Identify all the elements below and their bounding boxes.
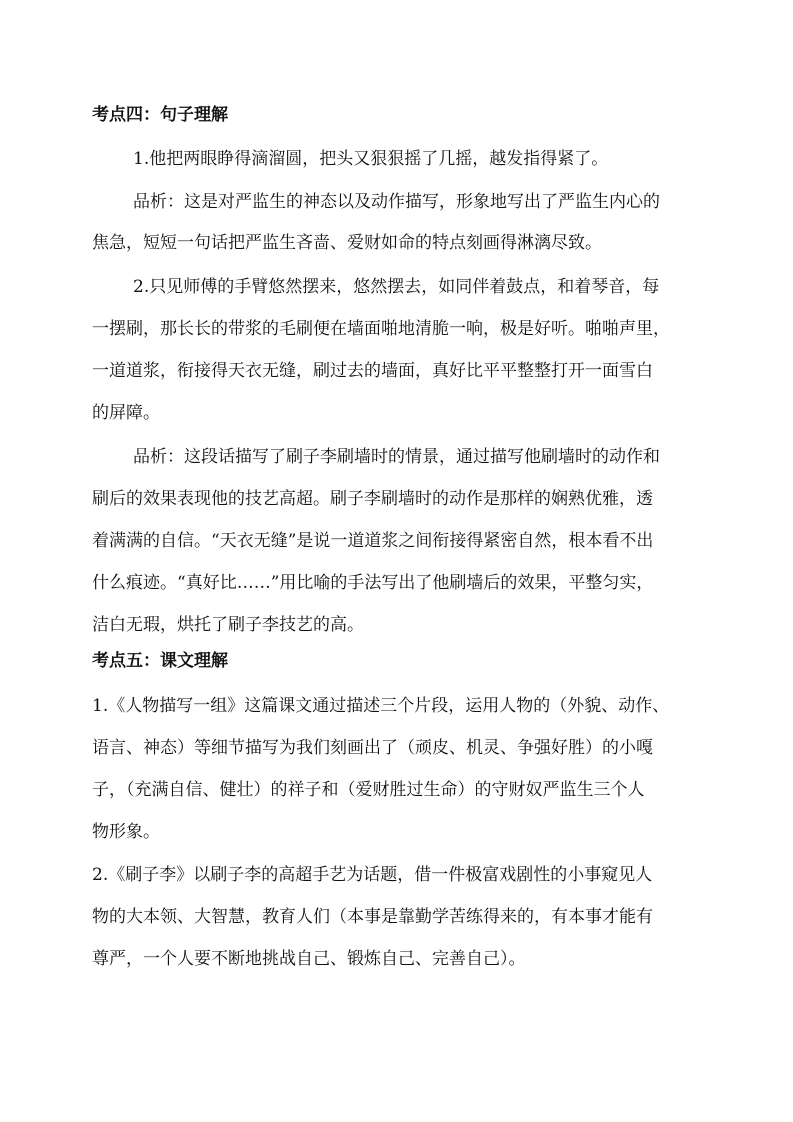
point-2-line: 尊严，一个人要不断地挑战自己、锻炼自己、完善自己）。 [92, 949, 526, 969]
point-2-line: 2.《刷子李》以刷子李的高超手艺为话题，借一件极富戏剧性的小事窥见人 [92, 865, 653, 885]
sentence-2-line: 2.只见师傅的手臂悠然摆来，悠然摆去，如同伴着鼓点，和着琴音，每 [133, 277, 660, 297]
sentence-2-line: 的屏障。 [92, 403, 160, 423]
point-1-line: 语言、神态）等细节描写为我们刻画出了（顽皮、机灵、争强好胜）的小嘎 [92, 738, 653, 758]
section-heading-text-understanding: 考点五：课文理解 [92, 651, 228, 671]
analysis-2-line: 品析：这段话描写了刷子李刷墙时的情景，通过描写他刷墙时的动作和 [133, 447, 660, 467]
analysis-2-line: 什么痕迹。“真好比……”用比喻的手法写出了他刷墙后的效果，平整匀实， [92, 573, 654, 593]
analysis-1-line: 品析：这是对严监生的神态以及动作描写，形象地写出了严监生内心的 [133, 192, 660, 212]
analysis-2-line: 刷后的效果表现他的技艺高超。刷子李刷墙时的动作是那样的娴熟优雅，透 [92, 489, 653, 509]
sentence-2-line: 一道道浆，衔接得天衣无缝，刷过去的墙面，真好比平平整整打开一面雪白 [92, 361, 653, 381]
analysis-1-line: 焦急，短短一句话把严监生吝啬、爱财如命的特点刻画得淋漓尽致。 [92, 233, 602, 253]
sentence-2-line: 一摆刷，那长长的带浆的毛刷便在墙面啪地清脆一响，极是好听。啪啪声里， [92, 319, 670, 339]
point-1-line: 物形象。 [92, 822, 160, 842]
point-1-line: 子，（充满自信、健壮）的祥子和（爱财胜过生命）的守财奴严监生三个人 [92, 780, 645, 800]
point-2-line: 物的大本领、大智慧，教育人们（本事是靠勤学苦练得来的，有本事才能有 [92, 907, 653, 927]
section-heading-sentence-understanding: 考点四：句子理解 [92, 105, 228, 125]
analysis-2-line: 着满满的自信。“天衣无缝”是说一道道浆之间衔接得紧密自然，根本看不出 [92, 531, 654, 551]
analysis-2-line: 洁白无瑕，烘托了刷子李技艺的高。 [92, 615, 364, 635]
point-1-line: 1.《人物描写一组》这篇课文通过描述三个片段，运用人物的（外貌、动作、 [92, 696, 670, 716]
sentence-1: 1.他把两眼睁得滴溜圆，把头又狠狠摇了几摇，越发指得紧了。 [133, 149, 609, 169]
